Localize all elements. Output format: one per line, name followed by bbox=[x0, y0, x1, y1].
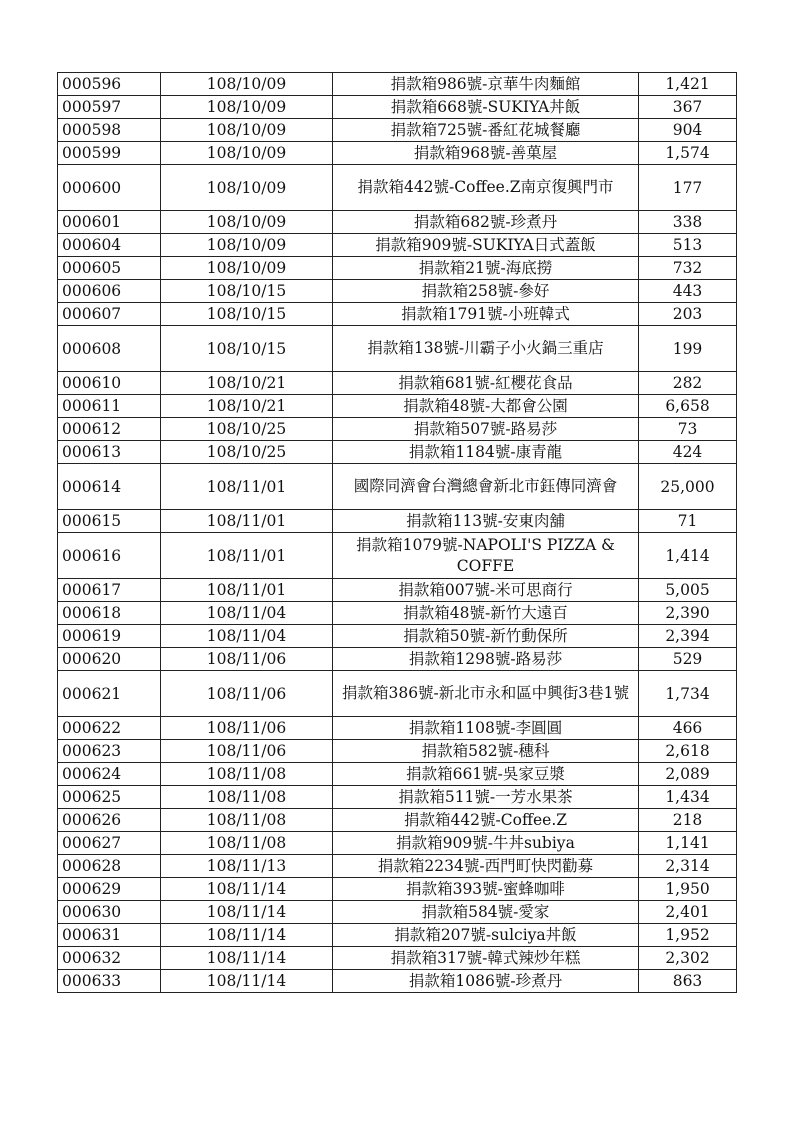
date-cell: 108/11/01 bbox=[161, 579, 333, 602]
donor-cell: 捐款箱1079號-NAPOLI'S PIZZA & COFFE bbox=[333, 533, 639, 579]
donor-cell: 捐款箱442號-Coffee.Z bbox=[333, 809, 639, 832]
receipt-number-cell: 000620 bbox=[58, 648, 161, 671]
table-row bbox=[58, 326, 737, 372]
receipt-number-cell: 000610 bbox=[58, 372, 161, 395]
table-row bbox=[58, 924, 737, 947]
receipt-number-cell: 000596 bbox=[58, 73, 161, 96]
receipt-number-cell: 000615 bbox=[58, 510, 161, 533]
table-row bbox=[58, 234, 737, 257]
table-row bbox=[58, 395, 737, 418]
amount-cell: 1,414 bbox=[639, 533, 737, 579]
receipt-number-cell: 000605 bbox=[58, 257, 161, 280]
table-row bbox=[58, 303, 737, 326]
date-cell: 108/11/14 bbox=[161, 970, 333, 993]
date-cell: 108/11/14 bbox=[161, 924, 333, 947]
date-cell: 108/10/09 bbox=[161, 257, 333, 280]
donor-cell: 捐款箱909號-SUKIYA日式蓋飯 bbox=[333, 234, 639, 257]
table-row bbox=[58, 372, 737, 395]
donor-cell: 捐款箱113號-安東肉舖 bbox=[333, 510, 639, 533]
receipt-number-cell: 000622 bbox=[58, 717, 161, 740]
amount-cell: 5,005 bbox=[639, 579, 737, 602]
table-row bbox=[58, 832, 737, 855]
date-cell: 108/11/14 bbox=[161, 947, 333, 970]
donor-cell: 捐款箱1298號-路易莎 bbox=[333, 648, 639, 671]
table-row bbox=[58, 901, 737, 924]
donation-ledger-page bbox=[57, 72, 715, 993]
receipt-number-cell: 000616 bbox=[58, 533, 161, 579]
date-cell: 108/11/01 bbox=[161, 510, 333, 533]
table-row bbox=[58, 579, 737, 602]
table-row bbox=[58, 947, 737, 970]
table-row bbox=[58, 464, 737, 510]
receipt-number-cell: 000629 bbox=[58, 878, 161, 901]
amount-cell: 2,394 bbox=[639, 625, 737, 648]
amount-cell: 282 bbox=[639, 372, 737, 395]
amount-cell: 513 bbox=[639, 234, 737, 257]
table-row bbox=[58, 625, 737, 648]
amount-cell: 1,950 bbox=[639, 878, 737, 901]
table-row bbox=[58, 533, 737, 579]
donor-cell: 捐款箱48號-新竹大遠百 bbox=[333, 602, 639, 625]
donor-cell: 捐款箱507號-路易莎 bbox=[333, 418, 639, 441]
amount-cell: 338 bbox=[639, 211, 737, 234]
table-row bbox=[58, 717, 737, 740]
receipt-number-cell: 000601 bbox=[58, 211, 161, 234]
date-cell: 108/10/15 bbox=[161, 303, 333, 326]
date-cell: 108/10/25 bbox=[161, 441, 333, 464]
donor-cell: 捐款箱21號-海底撈 bbox=[333, 257, 639, 280]
table-row bbox=[58, 142, 737, 165]
date-cell: 108/11/08 bbox=[161, 832, 333, 855]
date-cell: 108/10/25 bbox=[161, 418, 333, 441]
date-cell: 108/10/09 bbox=[161, 73, 333, 96]
receipt-number-cell: 000597 bbox=[58, 96, 161, 119]
donor-cell: 捐款箱1086號-珍煮丹 bbox=[333, 970, 639, 993]
table-row bbox=[58, 510, 737, 533]
donor-cell: 捐款箱48號-大都會公園 bbox=[333, 395, 639, 418]
receipt-number-cell: 000607 bbox=[58, 303, 161, 326]
donor-cell: 捐款箱1184號-康青龍 bbox=[333, 441, 639, 464]
amount-cell: 466 bbox=[639, 717, 737, 740]
receipt-number-cell: 000614 bbox=[58, 464, 161, 510]
donor-cell: 捐款箱317號-韓式辣炒年糕 bbox=[333, 947, 639, 970]
receipt-number-cell: 000611 bbox=[58, 395, 161, 418]
receipt-number-cell: 000606 bbox=[58, 280, 161, 303]
receipt-number-cell: 000604 bbox=[58, 234, 161, 257]
date-cell: 108/11/08 bbox=[161, 786, 333, 809]
amount-cell: 73 bbox=[639, 418, 737, 441]
amount-cell: 2,401 bbox=[639, 901, 737, 924]
amount-cell: 1,141 bbox=[639, 832, 737, 855]
receipt-number-cell: 000631 bbox=[58, 924, 161, 947]
table-row bbox=[58, 809, 737, 832]
donor-cell: 捐款箱442號-Coffee.Z南京復興門市 bbox=[333, 165, 639, 211]
date-cell: 108/10/09 bbox=[161, 211, 333, 234]
date-cell: 108/11/06 bbox=[161, 740, 333, 763]
date-cell: 108/11/06 bbox=[161, 648, 333, 671]
date-cell: 108/10/21 bbox=[161, 395, 333, 418]
date-cell: 108/10/09 bbox=[161, 96, 333, 119]
table-row bbox=[58, 878, 737, 901]
date-cell: 108/10/09 bbox=[161, 234, 333, 257]
date-cell: 108/10/15 bbox=[161, 280, 333, 303]
receipt-number-cell: 000600 bbox=[58, 165, 161, 211]
receipt-number-cell: 000632 bbox=[58, 947, 161, 970]
donor-cell: 捐款箱968號-善菓屋 bbox=[333, 142, 639, 165]
date-cell: 108/11/04 bbox=[161, 625, 333, 648]
table-row bbox=[58, 211, 737, 234]
amount-cell: 2,618 bbox=[639, 740, 737, 763]
date-cell: 108/10/15 bbox=[161, 326, 333, 372]
receipt-number-cell: 000618 bbox=[58, 602, 161, 625]
donor-cell: 捐款箱138號-川霸子小火鍋三重店 bbox=[333, 326, 639, 372]
table-row bbox=[58, 280, 737, 303]
donor-cell: 國際同濟會台灣總會新北市鈺傳同濟會 bbox=[333, 464, 639, 510]
table-row bbox=[58, 602, 737, 625]
amount-cell: 25,000 bbox=[639, 464, 737, 510]
amount-cell: 2,302 bbox=[639, 947, 737, 970]
date-cell: 108/11/01 bbox=[161, 464, 333, 510]
receipt-number-cell: 000625 bbox=[58, 786, 161, 809]
donor-cell: 捐款箱725號-番紅花城餐廳 bbox=[333, 119, 639, 142]
donor-cell: 捐款箱584號-愛家 bbox=[333, 901, 639, 924]
date-cell: 108/11/04 bbox=[161, 602, 333, 625]
table-row bbox=[58, 441, 737, 464]
table-row bbox=[58, 73, 737, 96]
date-cell: 108/10/21 bbox=[161, 372, 333, 395]
receipt-number-cell: 000627 bbox=[58, 832, 161, 855]
donor-cell: 捐款箱2234號-西門町快閃勸募 bbox=[333, 855, 639, 878]
table-row bbox=[58, 418, 737, 441]
table-row bbox=[58, 970, 737, 993]
receipt-number-cell: 000617 bbox=[58, 579, 161, 602]
table-row bbox=[58, 740, 737, 763]
donor-cell: 捐款箱386號-新北市永和區中興街3巷1號 bbox=[333, 671, 639, 717]
table-row bbox=[58, 257, 737, 280]
date-cell: 108/10/09 bbox=[161, 119, 333, 142]
table-row bbox=[58, 763, 737, 786]
table-row bbox=[58, 786, 737, 809]
date-cell: 108/11/01 bbox=[161, 533, 333, 579]
donor-cell: 捐款箱986號-京華牛肉麵館 bbox=[333, 73, 639, 96]
date-cell: 108/11/13 bbox=[161, 855, 333, 878]
amount-cell: 2,089 bbox=[639, 763, 737, 786]
donor-cell: 捐款箱661號-吳家豆漿 bbox=[333, 763, 639, 786]
donor-cell: 捐款箱511號-一芳水果茶 bbox=[333, 786, 639, 809]
receipt-number-cell: 000599 bbox=[58, 142, 161, 165]
donor-cell: 捐款箱681號-紅櫻花食品 bbox=[333, 372, 639, 395]
receipt-number-cell: 000628 bbox=[58, 855, 161, 878]
donor-cell: 捐款箱682號-珍煮丹 bbox=[333, 211, 639, 234]
receipt-number-cell: 000598 bbox=[58, 119, 161, 142]
receipt-number-cell: 000623 bbox=[58, 740, 161, 763]
receipt-number-cell: 000626 bbox=[58, 809, 161, 832]
receipt-number-cell: 000624 bbox=[58, 763, 161, 786]
amount-cell: 1,952 bbox=[639, 924, 737, 947]
amount-cell: 529 bbox=[639, 648, 737, 671]
amount-cell: 2,390 bbox=[639, 602, 737, 625]
amount-cell: 2,314 bbox=[639, 855, 737, 878]
amount-cell: 203 bbox=[639, 303, 737, 326]
receipt-number-cell: 000630 bbox=[58, 901, 161, 924]
receipt-number-cell: 000619 bbox=[58, 625, 161, 648]
table-row bbox=[58, 855, 737, 878]
amount-cell: 732 bbox=[639, 257, 737, 280]
donor-cell: 捐款箱258號-參好 bbox=[333, 280, 639, 303]
amount-cell: 71 bbox=[639, 510, 737, 533]
amount-cell: 1,421 bbox=[639, 73, 737, 96]
amount-cell: 443 bbox=[639, 280, 737, 303]
amount-cell: 863 bbox=[639, 970, 737, 993]
donor-cell: 捐款箱668號-SUKIYA丼飯 bbox=[333, 96, 639, 119]
donor-cell: 捐款箱207號-sulciya丼飯 bbox=[333, 924, 639, 947]
table-row bbox=[58, 671, 737, 717]
date-cell: 108/10/09 bbox=[161, 165, 333, 211]
amount-cell: 367 bbox=[639, 96, 737, 119]
amount-cell: 1,574 bbox=[639, 142, 737, 165]
table-row bbox=[58, 648, 737, 671]
date-cell: 108/11/06 bbox=[161, 671, 333, 717]
donor-cell: 捐款箱1791號-小班韓式 bbox=[333, 303, 639, 326]
date-cell: 108/11/14 bbox=[161, 878, 333, 901]
receipt-number-cell: 000608 bbox=[58, 326, 161, 372]
donor-cell: 捐款箱50號-新竹動保所 bbox=[333, 625, 639, 648]
receipt-number-cell: 000633 bbox=[58, 970, 161, 993]
amount-cell: 424 bbox=[639, 441, 737, 464]
donation-table bbox=[57, 72, 737, 993]
table-row bbox=[58, 96, 737, 119]
table-row bbox=[58, 119, 737, 142]
amount-cell: 6,658 bbox=[639, 395, 737, 418]
amount-cell: 199 bbox=[639, 326, 737, 372]
date-cell: 108/11/08 bbox=[161, 763, 333, 786]
date-cell: 108/11/06 bbox=[161, 717, 333, 740]
date-cell: 108/11/14 bbox=[161, 901, 333, 924]
donor-cell: 捐款箱1108號-李圓圓 bbox=[333, 717, 639, 740]
date-cell: 108/10/09 bbox=[161, 142, 333, 165]
amount-cell: 904 bbox=[639, 119, 737, 142]
donor-cell: 捐款箱909號-牛丼subiya bbox=[333, 832, 639, 855]
donor-cell: 捐款箱393號-蜜蜂咖啡 bbox=[333, 878, 639, 901]
amount-cell: 1,434 bbox=[639, 786, 737, 809]
amount-cell: 1,734 bbox=[639, 671, 737, 717]
receipt-number-cell: 000613 bbox=[58, 441, 161, 464]
donation-table-body bbox=[58, 73, 737, 993]
table-row bbox=[58, 165, 737, 211]
donor-cell: 捐款箱582號-穗科 bbox=[333, 740, 639, 763]
amount-cell: 177 bbox=[639, 165, 737, 211]
donor-cell: 捐款箱007號-米可思商行 bbox=[333, 579, 639, 602]
receipt-number-cell: 000612 bbox=[58, 418, 161, 441]
amount-cell: 218 bbox=[639, 809, 737, 832]
receipt-number-cell: 000621 bbox=[58, 671, 161, 717]
date-cell: 108/11/08 bbox=[161, 809, 333, 832]
